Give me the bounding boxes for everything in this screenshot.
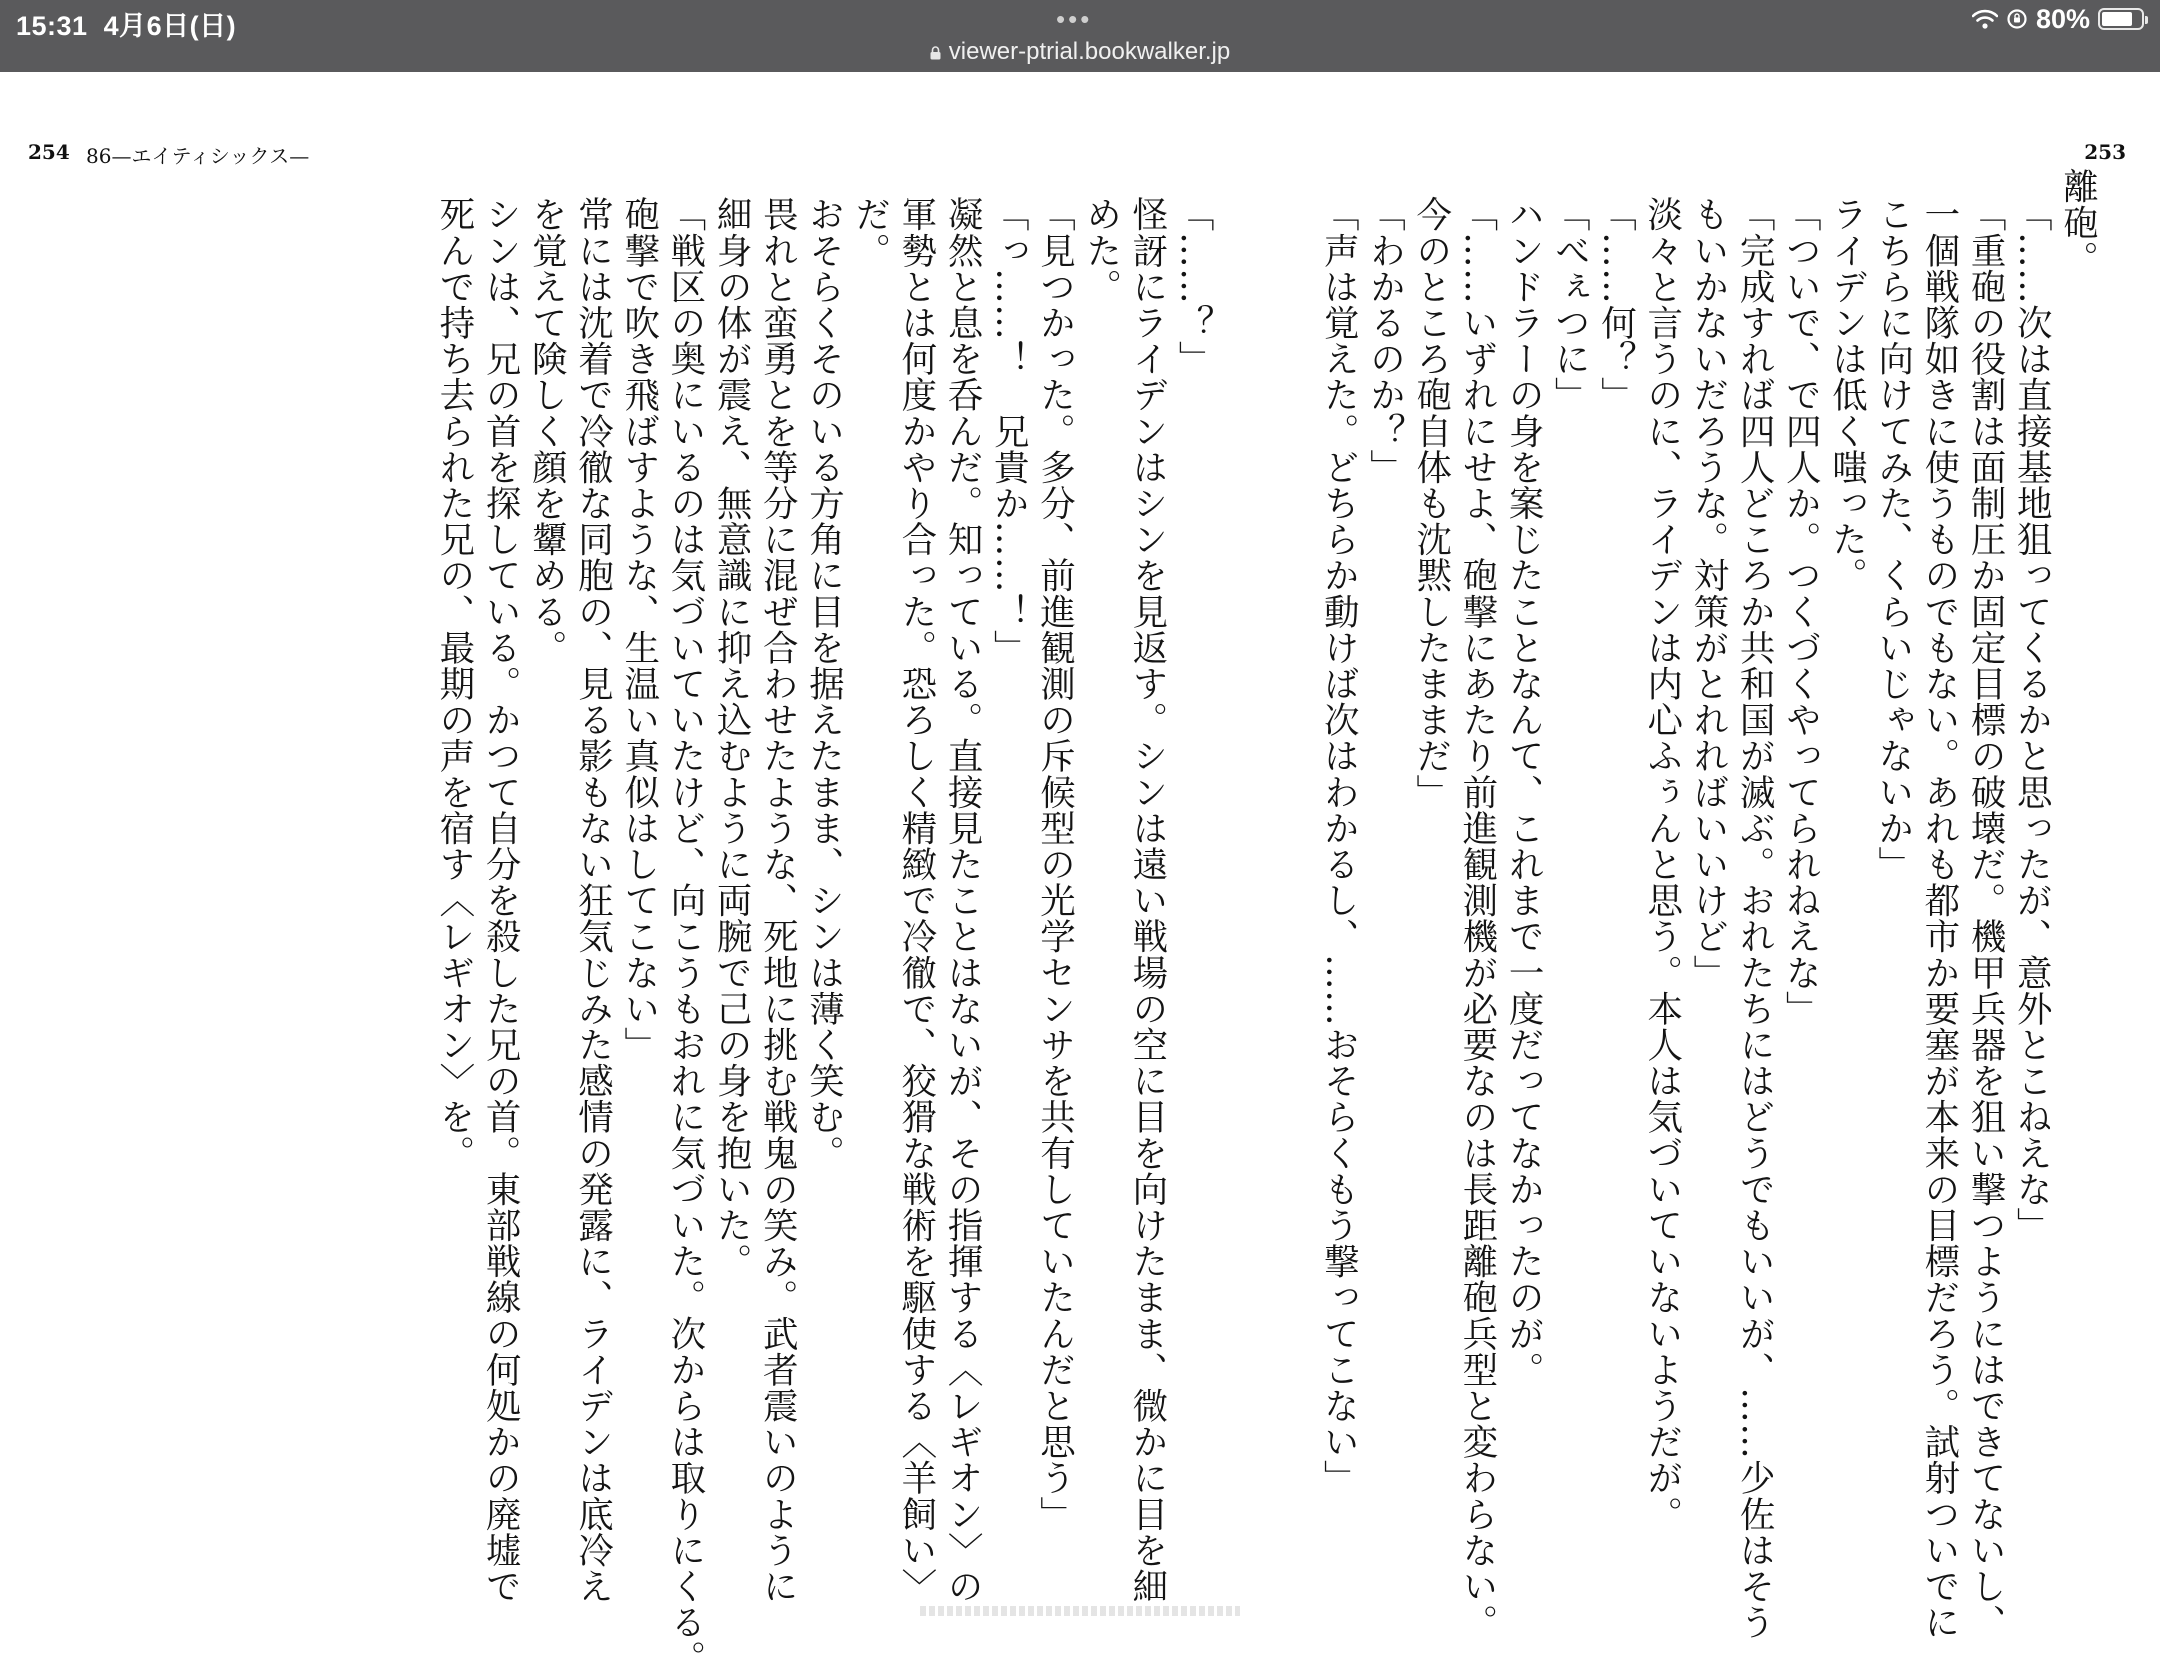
browser-status-bar [0, 0, 2160, 72]
text-line: 「……次は直接基地狙ってくるかと思ったが、意外とこねえな」 [2011, 196, 2053, 1243]
text-line: 「……？」 [1173, 196, 1215, 377]
text-line: 死んで持ち去られた兄の、最期の声を宿す〈レギオン〉を。 [433, 196, 475, 1171]
battery-percent: 80% [2035, 3, 2090, 34]
text-line: ハンドラーの身を案じたことなんて、これまで一度だってなかったのが。 [1503, 196, 1545, 1388]
text-line: 常には沈着で冷徹な同胞の、見る影もない狂気じみた感情の発露に、ライデンは底冷え [572, 196, 614, 1604]
status-indicators [1972, 4, 2144, 34]
text-line: 「べぇつに」 [1549, 196, 1591, 413]
text-line: 一個戦隊如きに使うものでもない。あれも都市か要塞が本来の目標だろう。試射ついでに [1918, 196, 1960, 1640]
lock-icon [930, 46, 941, 60]
multitasking-dots-icon[interactable]: ••• [1056, 4, 1093, 34]
text-line: だ。 [849, 196, 891, 269]
address-bar[interactable] [0, 38, 2160, 66]
text-line: 「わかるのか？」 [1364, 196, 1406, 485]
scrubber-hint [920, 1606, 1240, 1616]
text-line: 今のところ砲自体も沈黙したままだ」 [1410, 196, 1452, 810]
right-page-number: 253 [2084, 140, 2126, 164]
text-line: 細身の体が震え、無意識に抑え込むように両腕で己の身を抱いた。 [711, 196, 753, 1279]
left-page-number: 254 [28, 140, 70, 164]
text-line: 畏れと蛮勇とを等分に混ぜ合わせたような、死地に挑む戦鬼の笑み。武者震いのように [757, 196, 799, 1604]
text-line: 軍勢とは何度かやり合った。恐ろしく精緻で冷徹で、狡猾な戦術を駆使する〈羊飼い〉 [895, 196, 937, 1604]
text-line: 凝然と息を呑んだ。知っている。直接見たことはないが、その指揮する〈レギオン〉の [942, 196, 984, 1604]
text-line: 「見つかった。多分、前進観測の斥候型の光学センサを共有していたんだと思う」 [1034, 196, 1076, 1532]
text-line: 「っ……！ 兄貴か……！」 [988, 196, 1030, 666]
text-line: おそらくそのいる方角に目を据えたまま、シンは薄く笑む。 [803, 196, 845, 1171]
url-text: viewer-ptrial.bookwalker.jp [948, 38, 1231, 65]
text-line: 「……何？」 [1595, 196, 1637, 413]
text-line: 怪訝にライデンはシンを見返す。シンは遠い戦場の空に目を向けたまま、微かに目を細 [1126, 196, 1168, 1604]
text-line: 「戦区の奥にいるのは気づいていたけど、向こうもおれに気づいた。次からは取りにくる。 [664, 196, 706, 1676]
wifi-icon [1972, 9, 1998, 29]
battery-fill [2102, 12, 2132, 26]
battery-icon [2098, 8, 2144, 30]
orientation-lock-icon [2006, 8, 2028, 30]
text-line: シンは、兄の首を探している。かつて自分を殺した兄の首。東部戦線の何処かの廃墟で [480, 196, 522, 1604]
date-text: 4月6日(日) [103, 11, 237, 41]
text-line: 「完成すれば四人どころか共和国が滅ぶ。おれたちにはどうでもいいが、……少佐はそう [1734, 196, 1776, 1640]
text-line: ライデンは低く嗤った。 [1826, 196, 1868, 594]
text-line: もいかないだろうな。対策がとれればいいけど」 [1687, 196, 1729, 991]
text-line: めた。 [1080, 196, 1122, 305]
text-line: 離砲。 [2057, 168, 2099, 277]
running-head: 86—エイティシックス— [86, 144, 310, 168]
text-line: 「重砲の役割は面制圧か固定目標の破壊だ。機甲兵器を狙い撃つようにはできてないし、 [1965, 196, 2007, 1640]
text-line: 「ついで、で四人か。つくづくやってられねえな」 [1780, 196, 1822, 1027]
text-line: 「声は覚えた。どちらか動けば次はわかるし、……おそらくもう撃ってこない」 [1318, 196, 1360, 1496]
text-line: こちらに向けてみた、くらいじゃないか」 [1872, 196, 1914, 882]
text-line: 「……いずれにせよ、砲撃にあたり前進観測機が必要なのは長距離砲兵型と変わらない。 [1456, 196, 1498, 1640]
text-line: を覚えて険しく顔を顰める。 [526, 196, 568, 666]
text-line: 淡々と言うのに、ライデンは内心ふぅんと思う。本人は気づいていないようだが。 [1641, 196, 1683, 1532]
text-line: 砲撃で吹き飛ばすような、生温い真似はしてこない」 [618, 196, 660, 1063]
time-text: 15:31 [16, 11, 88, 41]
